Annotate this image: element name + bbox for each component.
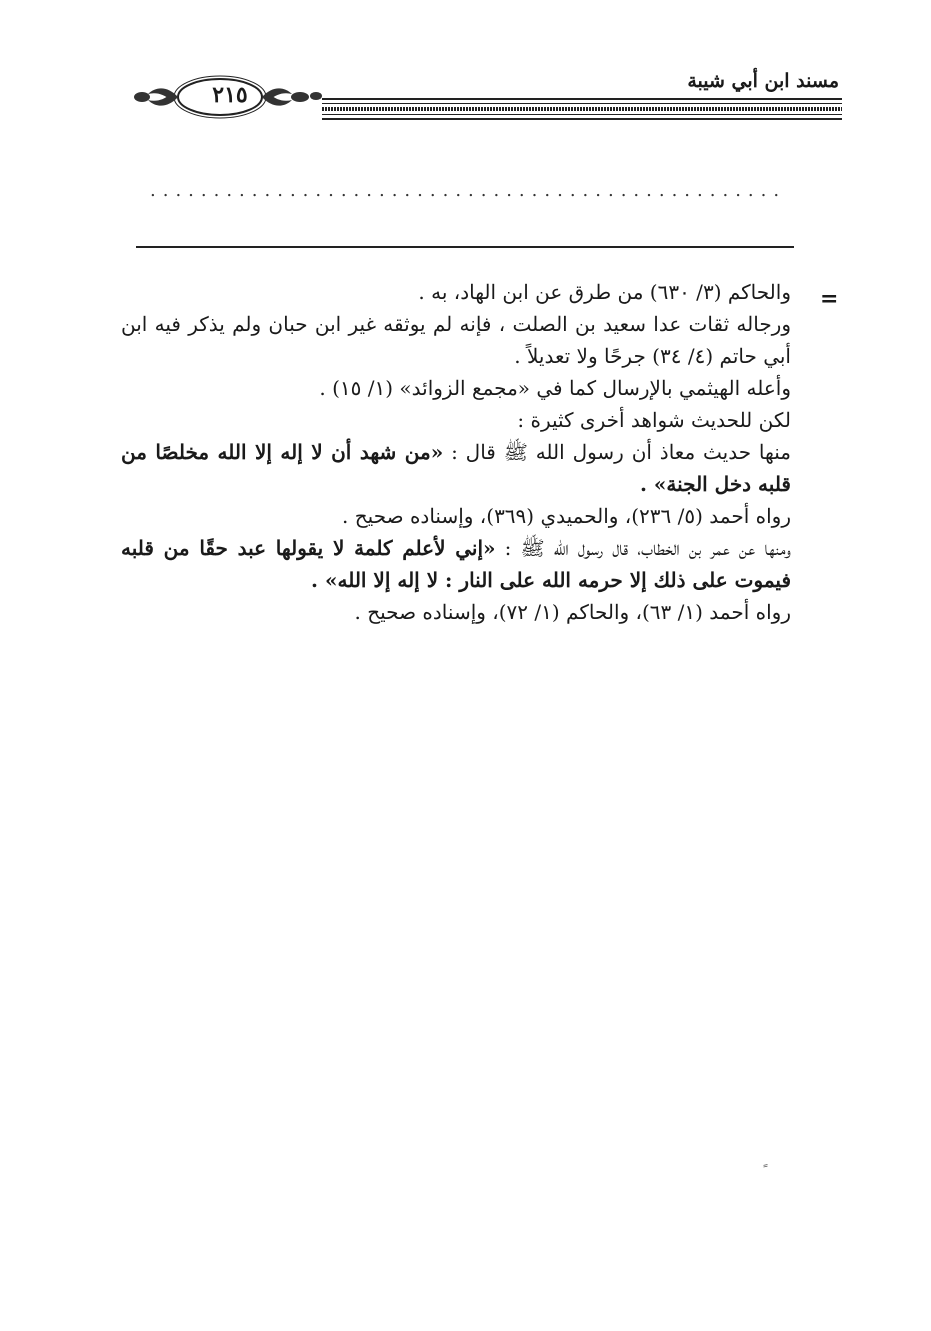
note-line (121, 532, 791, 596)
note-line: لكن للحديث شواهد أخرى كثيرة : (517, 408, 791, 432)
footnote-text (121, 276, 791, 628)
note-line: والحاكم (٣/ ٦٣٠) من طرق عن ابن الهاد، به . (418, 280, 791, 304)
page-number: ٢١٥ (212, 82, 248, 108)
note-line: رواه أحمد (٥/ ٢٣٦)، والحميدي (٣٦٩)، وإسناده صحيح . (342, 504, 791, 528)
continuation-mark: = (820, 286, 839, 312)
note-line: ورجاله ثقات عدا سعيد بن الصلت ، فإنه لم يوثقه غير ابن حبان ولم يذكر فيه ابن أبي حاتم (٤/ ٣٤) جرحًا ولا تعديلاً . (121, 312, 791, 368)
dotted-separator: .................................................. (150, 180, 787, 200)
running-header-title: مسند ابن أبي شيبة (687, 70, 839, 92)
header-rules (322, 98, 842, 120)
note-line (121, 436, 791, 500)
hadith-quote: «من شهد أن لا إله إلا الله مخلصًا من قلبه دخل الجنة» . (121, 440, 791, 496)
note-line: رواه أحمد (١/ ٦٣)، والحاكم (١/ ٧٢)، وإسناده صحيح . (354, 600, 791, 624)
note-line-intro: ومنها عن عمر بن الخطاب، قال رسول الله ﷺ : (504, 536, 791, 560)
footnote-separator (136, 246, 794, 248)
note-line: وأعله الهيثمي بالإرسال كما في «مجمع الزوائد» (١/ ١٥) . (319, 376, 791, 400)
note-line-intro: منها حديث معاذ أن رسول الله ﷺ قال : (451, 440, 791, 464)
hadith-quote: «إني لأعلم كلمة لا يقولها عبد حقًا من قلبه فيموت على ذلك إلا حرمه الله على النار : لا إله إلا الله» . (121, 536, 791, 592)
